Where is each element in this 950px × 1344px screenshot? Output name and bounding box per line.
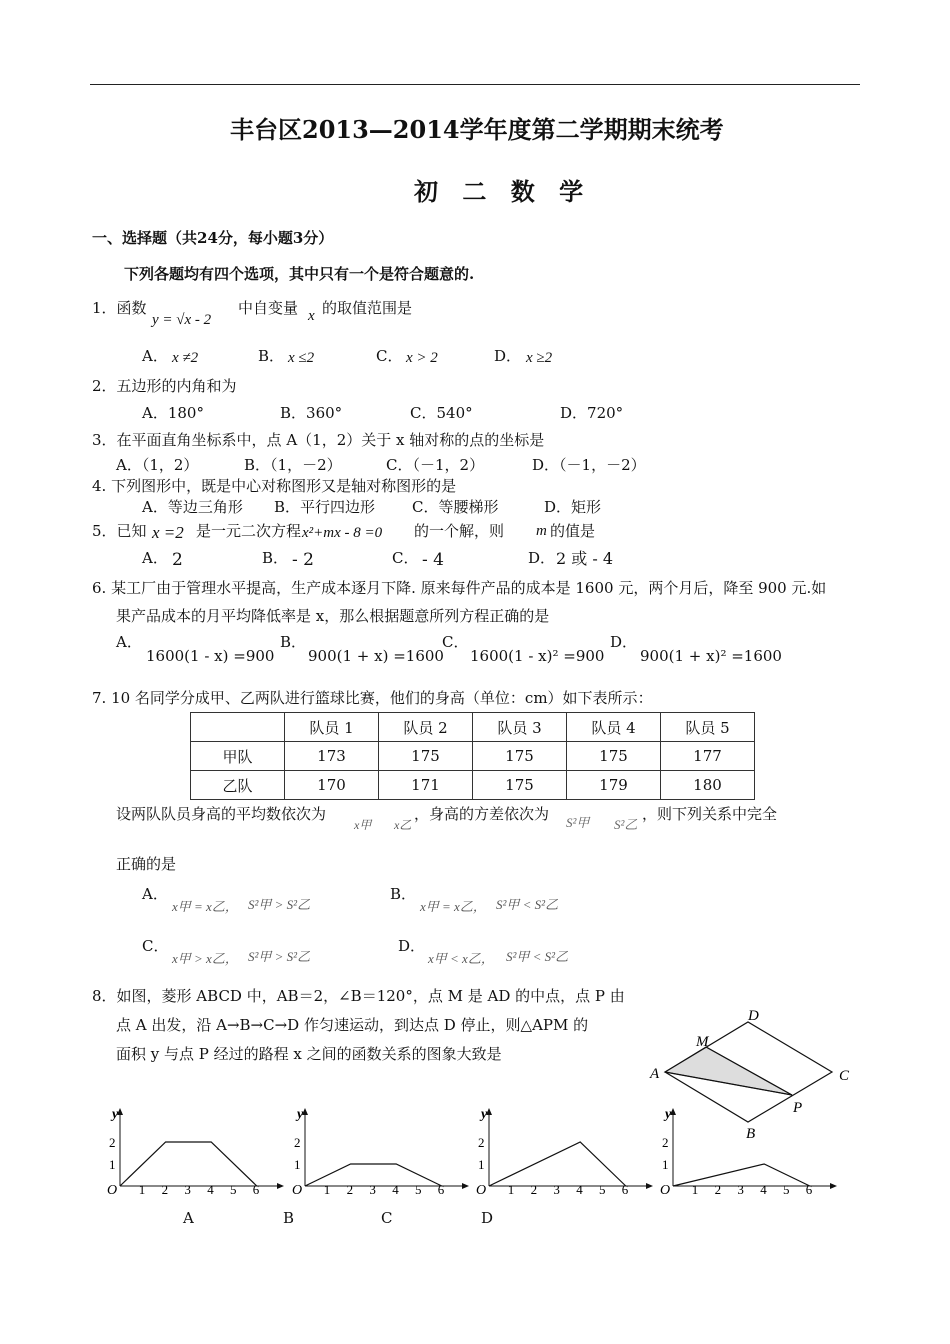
graph-d	[653, 1100, 843, 1200]
q5-option-b-label: B．	[262, 549, 289, 567]
table-cell: 171	[379, 771, 473, 800]
q2-option-d: D．720°	[560, 404, 624, 422]
graph-line	[489, 1142, 626, 1186]
q1-option-a: x ≠2	[172, 350, 199, 366]
table-cell: 180	[661, 771, 755, 800]
q7-option-a-variance: S²甲 > S²乙	[248, 897, 311, 912]
label-m: M	[696, 1034, 709, 1050]
label-a: A	[650, 1066, 660, 1082]
q7-desc3: ，则下列关系中完全	[642, 805, 778, 823]
table-row	[191, 771, 755, 800]
table-header-row	[191, 713, 755, 742]
table-cell: 175	[567, 742, 661, 771]
origin-label: O	[292, 1183, 303, 1198]
x-tick-label: 1	[138, 1182, 146, 1197]
table-header-cell: 队员 5	[661, 713, 755, 742]
q1-option-c: x > 2	[406, 350, 438, 366]
q4-text: 4. 下列图形中，既是中心对称图形又是轴对称图形的是	[92, 477, 457, 495]
q7-option-b-variance: S²甲 < S²乙	[496, 897, 559, 912]
q4-option-a: A．等边三角形	[142, 498, 243, 516]
q6-option-a-label: A．	[116, 633, 142, 651]
q5-option-b: - 2	[292, 550, 314, 570]
q2-option-a: A．180°	[142, 404, 204, 422]
q5-option-a-label: A．	[142, 549, 168, 567]
q8-line2: 点 A 出发，沿 A→B→C→D 作匀速运动，到达点 D 停止，则△APM 的	[116, 1016, 589, 1034]
table-cell: 170	[285, 771, 379, 800]
q7-option-a-mean: x甲 = x乙，	[172, 899, 238, 914]
q5-option-c-label: C．	[392, 549, 419, 567]
table-header-cell: 队员 4	[567, 713, 661, 742]
table-cell: 173	[285, 742, 379, 771]
q6-line1: 6. 某工厂由于管理水平提高，生产成本逐月下降. 原来每件产品的成本是 1600 元，两个月后，降至 900 元.如	[92, 579, 827, 597]
q1-option-b-label: B．	[258, 347, 285, 365]
x-tick-label: 3	[737, 1182, 744, 1197]
q1-formula: y = √x - 2	[152, 312, 212, 328]
table-cell: 甲队	[191, 742, 285, 771]
q7-mean-b: x乙	[394, 818, 412, 832]
x-tick-label: 1	[323, 1182, 331, 1197]
x-tick-label: 4	[760, 1182, 767, 1197]
q8-line1: 8．如图，菱形 ABCD 中，AB＝2，∠B＝120°，点 M 是 AD 的中点，点 P 由	[92, 987, 625, 1005]
x-tick-label: 2	[346, 1182, 354, 1197]
y-tick-label: 1	[662, 1157, 669, 1172]
x-tick-label: 4	[207, 1182, 214, 1197]
q3-text: 3．在平面直角坐标系中，点 A（1，2）关于 x 轴对称的点的坐标是	[92, 431, 545, 449]
graph-a	[100, 1100, 290, 1200]
q2-text: 2．五边形的内角和为	[92, 377, 237, 395]
q7-desc4: 正确的是	[116, 855, 177, 873]
q7-var-a: S²甲	[566, 815, 590, 830]
x-tick-label: 5	[783, 1182, 790, 1197]
x-tick-label: 2	[714, 1182, 722, 1197]
q7-desc1: 设两队队员身高的平均数依次为	[116, 805, 327, 823]
q4-option-c: C．等腰梯形	[412, 498, 499, 516]
x-tick-label: 4	[576, 1182, 583, 1197]
q7-desc2: ，身高的方差依次为	[414, 805, 550, 823]
y-tick-label: 1	[294, 1157, 301, 1172]
q5-given: x =2	[152, 523, 184, 542]
graph-b-label: B	[283, 1209, 295, 1227]
subject-title: 初 二 数 学	[414, 177, 592, 206]
y-tick-label: 1	[478, 1157, 485, 1172]
y-axis-label: y	[297, 1107, 304, 1122]
exam-title: 丰台区2013—2014学年度第二学期期末统考	[230, 115, 724, 144]
x-tick-label: 3	[553, 1182, 560, 1197]
q7-option-a-label: A．	[142, 885, 168, 903]
q7-option-b-label: B．	[390, 885, 417, 903]
x-tick-label: 1	[691, 1182, 699, 1197]
q7-text: 7. 10 名同学分成甲、乙两队进行篮球比赛，他们的身高（单位：cm）如下表所示：	[92, 689, 653, 707]
x-axis-arrow	[646, 1183, 653, 1189]
section-instruction: 下列各题均有四个选项，其中只有一个是符合题意的.	[124, 265, 475, 283]
table-cell: 乙队	[191, 771, 285, 800]
x-tick-label: 3	[184, 1182, 191, 1197]
q5-option-a: 2	[172, 550, 183, 570]
triangle-apm	[665, 1047, 792, 1095]
q3-option-b: B．（1，－2）	[244, 456, 342, 474]
y-axis-label: y	[481, 1107, 488, 1122]
y-axis-label: y	[112, 1107, 119, 1122]
q1-option-d: x ≥2	[526, 350, 553, 366]
q6-line2: 果产品成本的月平均降低率是 x，那么根据题意所列方程正确的是	[116, 607, 550, 625]
q1-option-d-label: D．	[494, 347, 522, 365]
x-tick-label: 1	[507, 1182, 515, 1197]
x-tick-label: 5	[599, 1182, 606, 1197]
table-cell: 179	[567, 771, 661, 800]
q4-option-b: B．平行四边形	[274, 498, 376, 516]
q6-option-d-label: D．	[610, 633, 638, 651]
q2-option-b: B．360°	[280, 404, 343, 422]
x-tick-label: 2	[161, 1182, 169, 1197]
q1-suffix: 的取值范围是	[322, 299, 413, 317]
q5-suffix2: 的值是	[550, 522, 596, 540]
label-b: B	[746, 1126, 756, 1142]
x-tick-label: 6	[621, 1182, 629, 1197]
table-cell: 175	[473, 742, 567, 771]
table-cell: 175	[379, 742, 473, 771]
q3-option-c: C．（－1，2）	[386, 456, 485, 474]
origin-label: O	[476, 1183, 487, 1198]
table-header-cell: 队员 1	[285, 713, 379, 742]
q6-option-d: 900(1 + x)² =1600	[640, 647, 782, 665]
q1-var: x	[308, 308, 315, 324]
q1-option-a-label: A．	[142, 347, 168, 365]
q7-option-d-variance: S²甲 < S²乙	[506, 949, 569, 964]
graph-a-label: A	[183, 1209, 194, 1227]
q7-var-b: S²乙	[614, 817, 638, 832]
graph-d-label: D	[481, 1209, 494, 1227]
x-tick-label: 6	[437, 1182, 445, 1197]
q1-prefix: 1．函数	[92, 299, 147, 317]
q7-option-c-label: C．	[142, 937, 169, 955]
q5-option-d: 2 或 - 4	[556, 549, 614, 568]
x-tick-label: 6	[805, 1182, 813, 1197]
label-p: P	[793, 1100, 803, 1116]
y-tick-label: 2	[478, 1135, 485, 1150]
x-tick-label: 3	[369, 1182, 376, 1197]
q5-var: m	[536, 523, 547, 539]
table-header-cell	[191, 713, 285, 742]
q5-prefix: 5．已知	[92, 522, 147, 540]
q1-option-b: x ≤2	[288, 350, 315, 366]
q5-option-c: - 4	[422, 550, 444, 570]
q6-option-c-label: C．	[442, 633, 469, 651]
q7-option-c-mean: x甲 > x乙，	[172, 951, 238, 966]
y-tick-label: 1	[109, 1157, 116, 1172]
table-row	[191, 742, 755, 771]
origin-label: O	[660, 1183, 671, 1198]
height-table	[190, 712, 755, 800]
q1-option-c-label: C．	[376, 347, 403, 365]
label-c: C	[839, 1068, 850, 1084]
q7-option-c-variance: S²甲 > S²乙	[248, 949, 311, 964]
section-heading: 一、选择题（共24分，每小题3分）	[92, 229, 334, 247]
q6-option-b: 900(1 + x) =1600	[308, 647, 444, 665]
q7-option-b-mean: x甲 = x乙，	[420, 899, 486, 914]
q2-option-c: C．540°	[410, 404, 473, 422]
x-axis-arrow	[277, 1183, 284, 1189]
x-tick-label: 5	[230, 1182, 237, 1197]
q5-option-d-label: D．	[528, 549, 556, 567]
q8-line3: 面积 y 与点 P 经过的路程 x 之间的函数关系的图象大致是	[116, 1045, 502, 1063]
graph-c-label: C	[381, 1209, 393, 1227]
label-d: D	[748, 1008, 759, 1024]
graph-c	[469, 1100, 659, 1200]
q7-mean-a: x甲	[354, 818, 372, 832]
table-header-cell: 队员 3	[473, 713, 567, 742]
y-tick-label: 2	[662, 1135, 669, 1150]
table-header-cell: 队员 2	[379, 713, 473, 742]
q7-option-d-mean: x甲 < x乙，	[428, 951, 494, 966]
x-axis-arrow	[462, 1183, 469, 1189]
q1-middle: 中自变量	[238, 299, 299, 317]
x-tick-label: 4	[392, 1182, 399, 1197]
y-tick-label: 2	[109, 1135, 116, 1150]
x-tick-label: 6	[252, 1182, 260, 1197]
y-tick-label: 2	[294, 1135, 301, 1150]
origin-label: O	[107, 1183, 118, 1198]
graph-b	[285, 1100, 475, 1200]
x-axis-arrow	[830, 1183, 837, 1189]
q5-equation: x²+mx - 8 =0	[302, 525, 383, 541]
q3-option-d: D．（－1，－2）	[532, 456, 646, 474]
y-axis-label: y	[665, 1107, 672, 1122]
q6-option-c: 1600(1 - x)² =900	[470, 647, 605, 665]
table-cell: 175	[473, 771, 567, 800]
q6-option-b-label: B．	[280, 633, 307, 651]
x-tick-label: 2	[530, 1182, 538, 1197]
table-cell: 177	[661, 742, 755, 771]
top-rule	[90, 84, 860, 85]
q6-option-a: 1600(1 - x) =900	[146, 647, 275, 665]
q7-option-d-label: D．	[398, 937, 426, 955]
graph-line	[120, 1142, 257, 1186]
q3-option-a: A．（1，2）	[116, 456, 199, 474]
q4-option-d: D．矩形	[544, 498, 602, 516]
q5-suffix: 的一个解，则	[414, 522, 505, 540]
x-tick-label: 5	[415, 1182, 422, 1197]
q5-middle: 是一元二次方程	[196, 522, 302, 540]
